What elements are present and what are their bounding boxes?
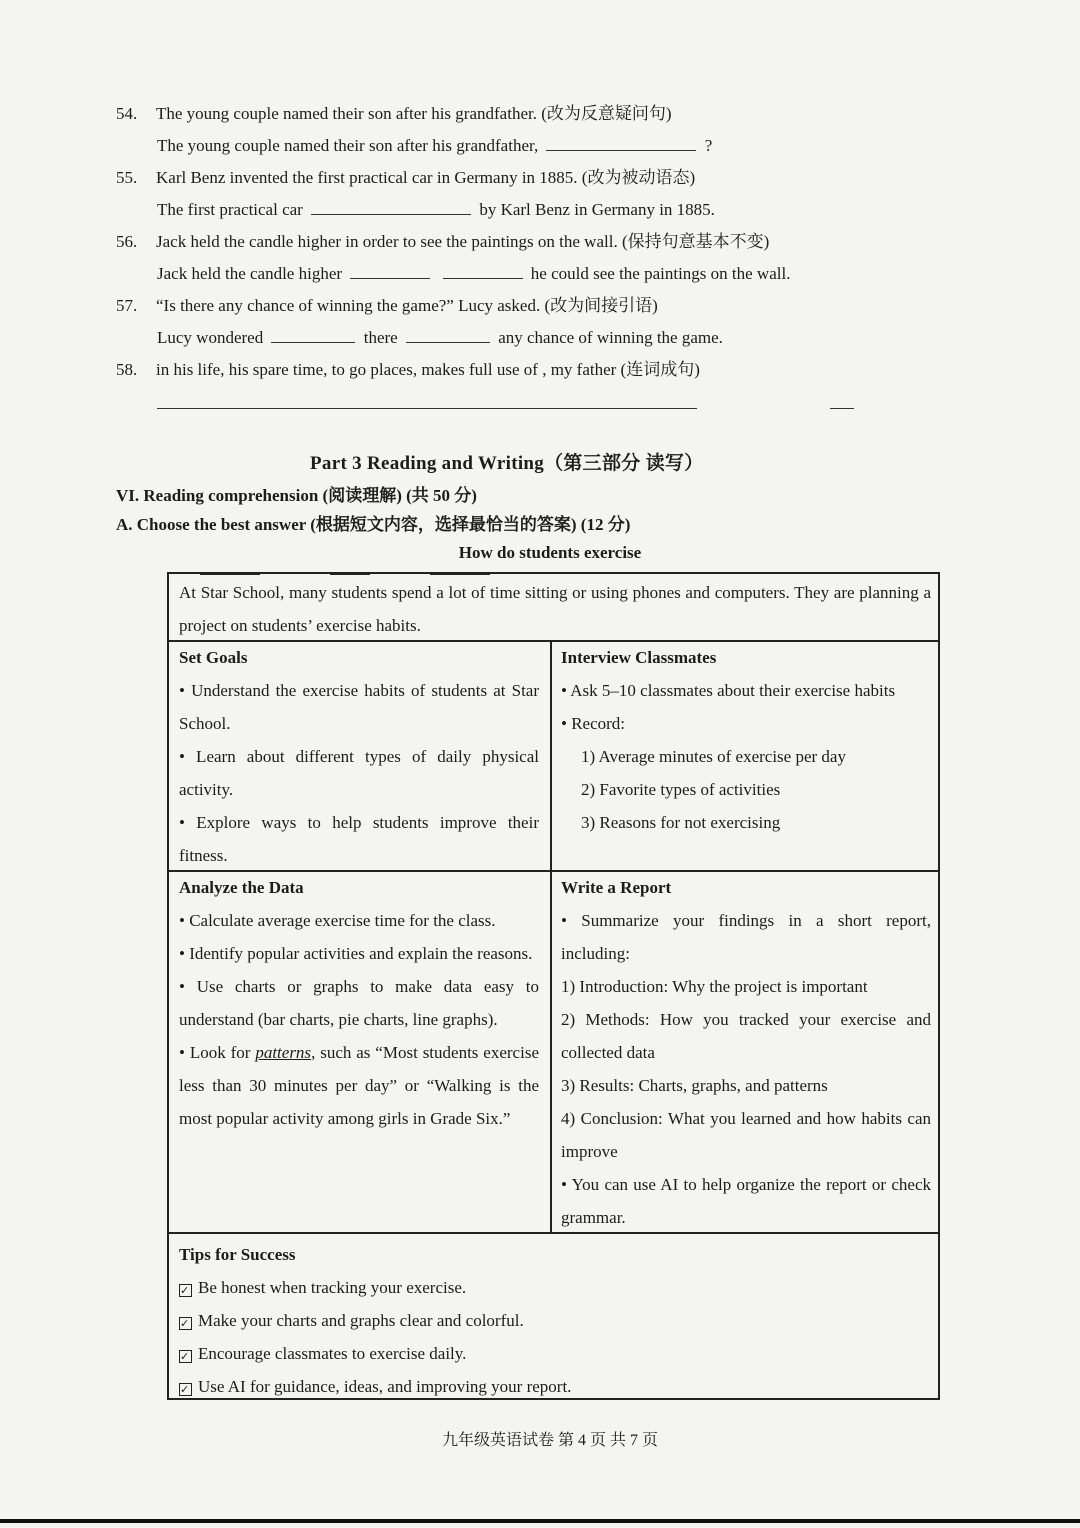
report-item: 4) Conclusion: What you learned and how habits can improve <box>561 1109 931 1161</box>
report-item: 3) Results: Charts, graphs, and patterns <box>561 1076 828 1095</box>
analyze-cell <box>179 871 539 1135</box>
report-cell <box>561 871 931 1234</box>
answer-text: by Karl Benz in Germany in 1885. <box>479 200 715 219</box>
report-item: 2) Methods: How you tracked your exercise and collected data <box>561 1010 931 1062</box>
question-prompt: The young couple named their son after his grandfather. (改为反意疑问句) <box>156 104 672 123</box>
answer-blank[interactable] <box>271 326 355 343</box>
question-number: 57. <box>116 296 138 315</box>
answer-line-58[interactable] <box>157 408 697 409</box>
tip-item <box>179 1370 919 1403</box>
question-56 <box>116 231 769 253</box>
answer-text: any chance of winning the game. <box>498 328 723 347</box>
interview-cell <box>561 641 931 839</box>
report-item: • You can use AI to help organize the report or check grammar. <box>561 1175 931 1227</box>
analyze-item: • Use charts or graphs to make data easy to understand (bar charts, pie charts, line graphs). <box>179 977 539 1029</box>
answer-blank[interactable] <box>546 134 696 151</box>
question-prompt: in his life, his spare time, to go places, makes full use of , my father (连词成句) <box>156 360 700 379</box>
question-55 <box>116 167 695 189</box>
answer-text: Jack held the candle higher <box>157 264 343 283</box>
tips-cell <box>179 1238 919 1403</box>
intro-text: At Star School, many students spend a lot of time sitting or using phones and computers. They are planning a project on students’ exercise habits. <box>179 583 931 635</box>
project-table <box>167 572 940 1400</box>
interview-item: • Ask 5–10 classmates about their exercise habits <box>561 681 896 700</box>
interview-item: • Record: <box>561 714 626 733</box>
question-57 <box>116 295 658 317</box>
tip-item <box>179 1271 919 1304</box>
goal-item: • Understand the exercise habits of students at Star School. <box>179 681 539 733</box>
page-footer: 九年级英语试卷 第 4 页 共 7 页 <box>441 1432 658 1449</box>
analyze-heading: Analyze the Data <box>179 878 304 897</box>
checkbox-checked-icon: ✓ <box>179 1383 192 1396</box>
record-item: 1) Average minutes of exercise per day <box>581 747 846 766</box>
question-prompt: “Is there any chance of winning the game?” Lucy asked. (改为间接引语) <box>156 296 658 315</box>
question-54 <box>116 103 672 125</box>
patterns-pre: • Look for <box>179 1043 256 1062</box>
tip-text: Be honest when tracking your exercise. <box>198 1278 467 1297</box>
question-prompt: Karl Benz invented the first practical car in Germany in 1885. (改为被动语态) <box>156 168 696 187</box>
answer-54 <box>157 134 712 157</box>
analyze-item: • Calculate average exercise time for the class. <box>179 911 496 930</box>
set-goals-heading: Set Goals <box>179 648 248 667</box>
analyze-item-patterns <box>179 1036 539 1135</box>
question-number: 54. <box>116 104 138 123</box>
column-divider <box>550 640 552 1232</box>
subsection-title: A. Choose the best answer (根据短文内容，选择最恰当的答案) (12 分) <box>116 515 631 534</box>
goal-item: • Learn about different types of daily physical activity. <box>179 747 539 799</box>
tip-item <box>179 1304 919 1337</box>
tip-item <box>179 1337 919 1370</box>
record-item: 3) Reasons for not exercising <box>581 813 781 832</box>
checkbox-checked-icon: ✓ <box>179 1350 192 1363</box>
question-58 <box>116 359 700 381</box>
table-intro <box>179 576 931 642</box>
interview-heading: Interview Classmates <box>561 648 717 667</box>
question-prompt: Jack held the candle higher in order to see the paintings on the wall. (保持句意基本不变) <box>156 232 770 251</box>
answer-55 <box>157 198 715 221</box>
answer-text: there <box>363 328 398 347</box>
tip-text: Use AI for guidance, ideas, and improving your report. <box>198 1377 572 1396</box>
report-item: • Summarize your findings in a short report, including: <box>561 911 931 963</box>
tips-heading: Tips for Success <box>179 1245 296 1264</box>
patterns-word: patterns <box>255 1043 312 1062</box>
section-title: VI. Reading comprehension (阅读理解) (共 50 分) <box>116 486 477 505</box>
answer-line-tail <box>830 408 854 409</box>
answer-text: Lucy wondered <box>157 328 264 347</box>
answer-text: The young couple named their son after his grandfather, <box>157 136 539 155</box>
report-heading: Write a Report <box>561 878 672 897</box>
tip-text: Make your charts and graphs clear and colorful. <box>198 1311 524 1330</box>
answer-57 <box>157 326 723 349</box>
answer-blank[interactable] <box>443 262 523 279</box>
part-title: Part 3 Reading and Writing（第三部分 读写） <box>310 453 704 474</box>
passage-title: How do students exercise <box>458 543 642 562</box>
answer-text: ? <box>704 136 713 155</box>
checkbox-checked-icon: ✓ <box>179 1284 192 1297</box>
question-number: 58. <box>116 360 138 379</box>
question-number: 55. <box>116 168 138 187</box>
checkbox-checked-icon: ✓ <box>179 1317 192 1330</box>
answer-blank[interactable] <box>311 198 471 215</box>
answer-56 <box>157 262 790 285</box>
answer-text: he could see the paintings on the wall. <box>530 264 791 283</box>
answer-text: The first practical car <box>157 200 303 219</box>
patterns-post: , such as “Most students exercise less than 30 minutes per day” or “Walking is the most popular activity among girls in Grade Six.” <box>179 1043 539 1128</box>
scan-edge <box>0 1519 1080 1523</box>
record-item: 2) Favorite types of activities <box>581 780 781 799</box>
goal-item: • Explore ways to help students improve their fitness. <box>179 813 539 865</box>
answer-blank[interactable] <box>350 262 430 279</box>
tip-text: Encourage classmates to exercise daily. <box>198 1344 467 1363</box>
analyze-item: • Identify popular activities and explain the reasons. <box>179 944 533 963</box>
answer-blank[interactable] <box>406 326 490 343</box>
report-item: 1) Introduction: Why the project is important <box>561 977 868 996</box>
question-number: 56. <box>116 232 138 251</box>
set-goals-cell <box>179 641 539 872</box>
row-divider <box>169 1232 938 1234</box>
